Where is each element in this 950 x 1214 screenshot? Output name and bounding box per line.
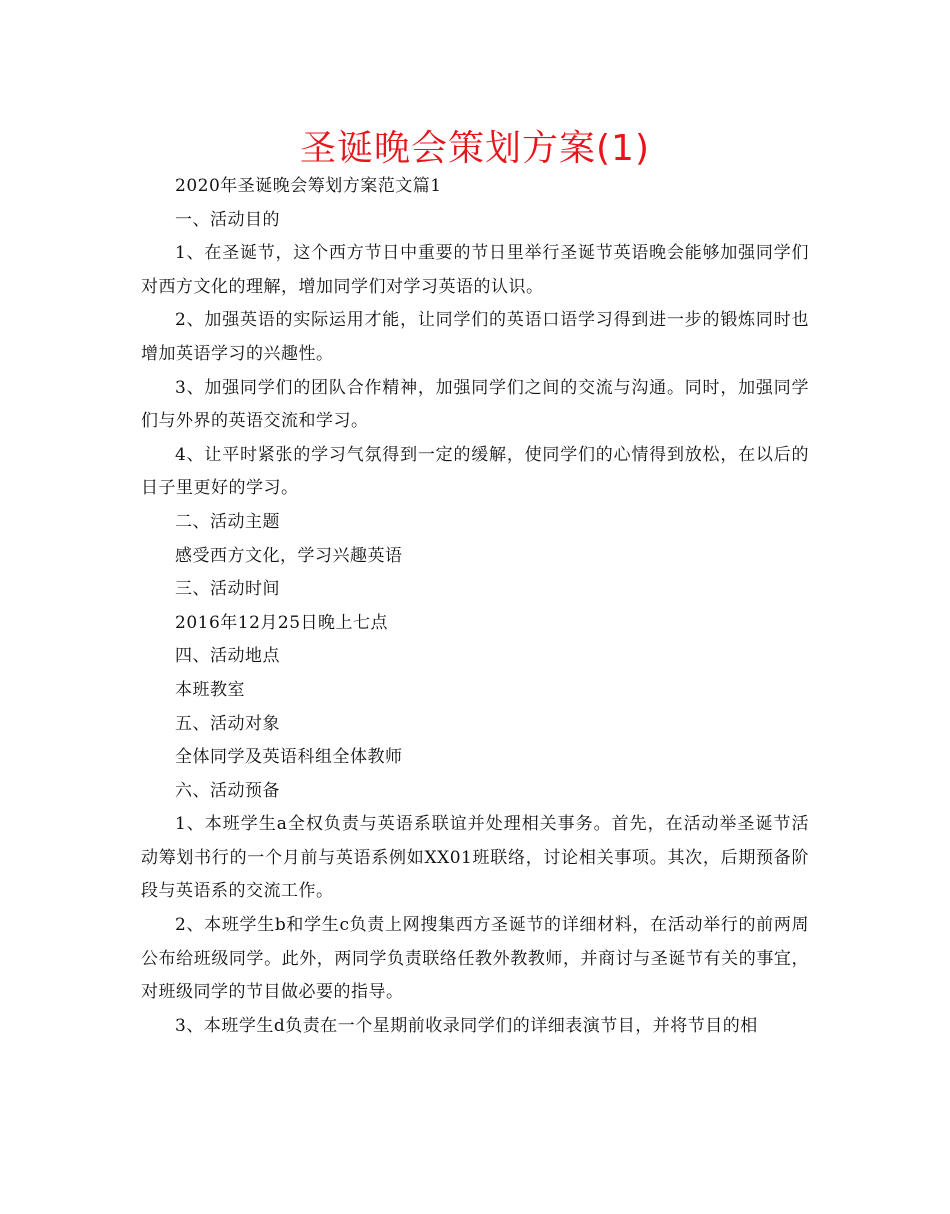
- paragraph: 全体同学及英语科组全体教师: [175, 747, 403, 768]
- paragraph: 4、让平时紧张的学习气氛得到一定的缓解，使同学们的心情得到放松，在以后的日子里更好的学习。: [141, 444, 809, 499]
- section-heading: 五、活动对象: [175, 713, 280, 734]
- paragraph: 2、本班学生b和学生c负责上网搜集西方圣诞节的详细材料，在活动举行的前两周公布给班级同学。此外，两同学负责联络任教外教教师，并商讨与圣诞节有关的事宜，对班级同学的节目做必要的指导。: [141, 915, 809, 1003]
- paragraph: 3、本班学生d负责在一个星期前收录同学们的详细表演节目，并将节目的相: [175, 1015, 758, 1036]
- paragraph: 2016年12月25日晚上七点: [175, 612, 389, 633]
- paragraph: 1、在圣诞节，这个西方节日中重要的节日里举行圣诞节英语晚会能够加强同学们对西方文化的理解，增加同学们对学习英语的认识。: [141, 243, 809, 297]
- section-heading: 四、活动地点: [175, 646, 280, 667]
- paragraph: 3、加强同学们的团队合作精神，加强同学们之间的交流与沟通。同时，加强同学们与外界的英语交流和学习。: [141, 377, 809, 432]
- paragraph-subtitle: 2020年圣诞晚会筹划方案范文篇1: [175, 176, 442, 196]
- document-title: 圣诞晚会策划方案(1): [300, 128, 650, 169]
- paragraph: 1、本班学生a全权负责与英语系联谊并处理相关事务。首先，在活动举圣诞节活动筹划书行的一个月前与英语系例如XX01班联络，讨论相关事项。其次，后期预备阶段与英语系的交流工作。: [141, 814, 809, 902]
- document-body: [141, 170, 809, 1043]
- section-heading: 三、活动时间: [175, 579, 280, 600]
- paragraph: 2、加强英语的实际运用才能，让同学们的英语口语学习得到进一步的锻炼同时也增加英语学习的兴趣性。: [141, 310, 809, 364]
- section-heading: 二、活动主题: [175, 511, 280, 532]
- section-heading: 六、活动预备: [175, 780, 280, 801]
- paragraph: 本班教室: [175, 679, 245, 700]
- paragraph: 感受西方文化，学习兴趣英语: [175, 545, 403, 566]
- section-heading: 一、活动目的: [175, 209, 280, 230]
